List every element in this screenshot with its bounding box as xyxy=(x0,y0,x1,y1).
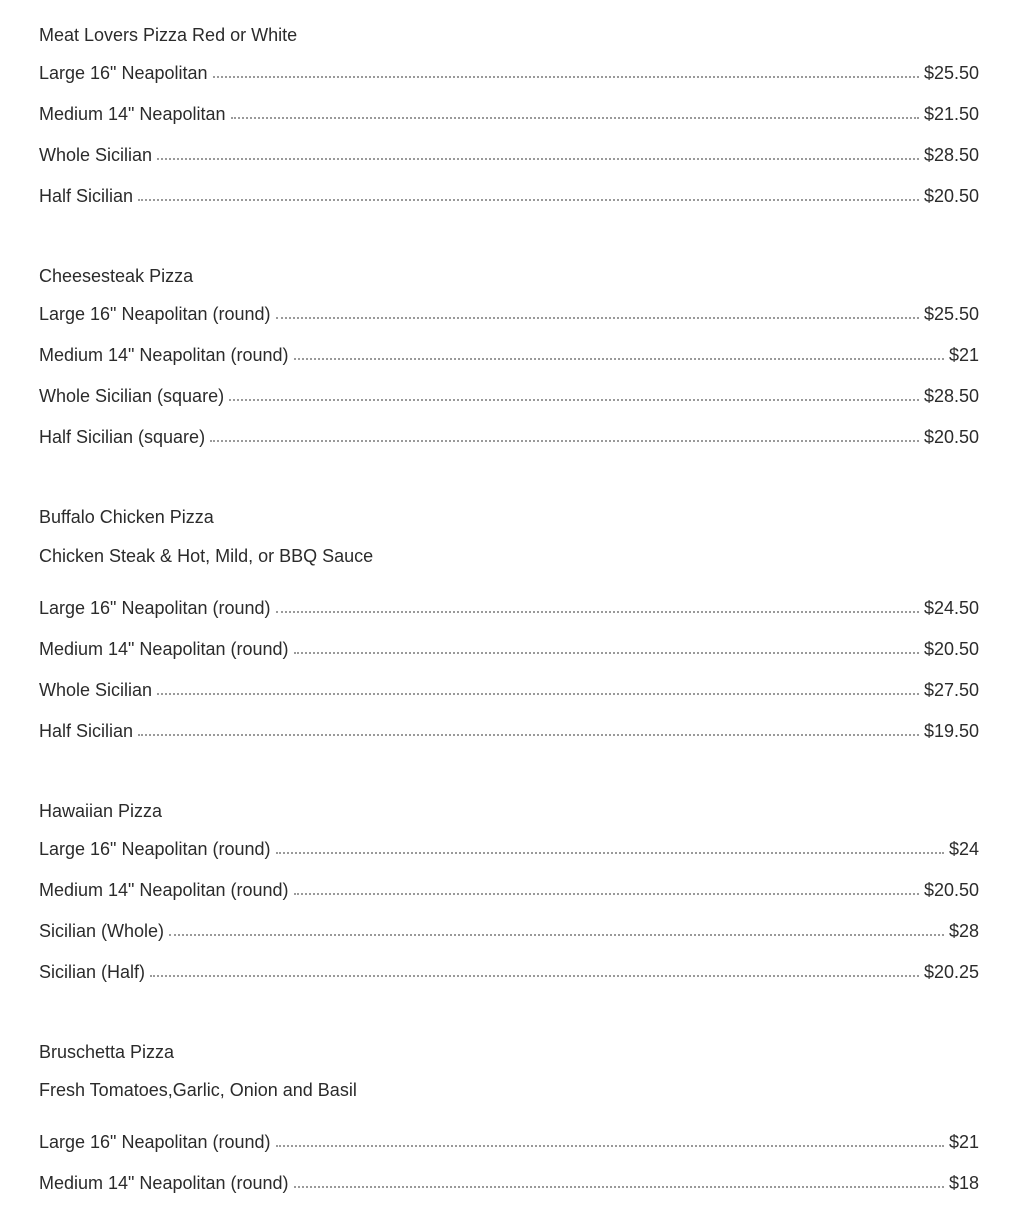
item-name: Whole Sicilian (square) xyxy=(39,386,225,406)
menu-item xyxy=(39,426,979,448)
section-description: Chicken Steak & Hot, Mild, or BBQ Sauce xyxy=(39,546,374,566)
dot-leader xyxy=(294,652,919,654)
menu-item xyxy=(39,638,979,660)
item-name: Medium 14" Neapolitan (round) xyxy=(39,1173,289,1193)
section-title: Cheesesteak Pizza xyxy=(39,266,194,286)
item-name: Medium 14" Neapolitan (round) xyxy=(39,880,289,900)
item-name: Large 16" Neapolitan (round) xyxy=(39,598,271,618)
item-price: $27.50 xyxy=(923,680,979,700)
section-title: Meat Lovers Pizza Red or White xyxy=(39,25,298,45)
item-name: Half Sicilian xyxy=(39,186,134,206)
menu-section-meat-lovers xyxy=(39,24,979,207)
dot-leader xyxy=(294,893,919,895)
dot-leader xyxy=(138,199,919,201)
menu-item xyxy=(39,720,979,742)
menu-item xyxy=(39,344,979,366)
item-price: $24 xyxy=(948,839,979,859)
menu-item xyxy=(39,385,979,407)
dot-leader xyxy=(210,440,919,442)
item-name: Whole Sicilian xyxy=(39,680,153,700)
menu-item xyxy=(39,185,979,207)
item-price: $19.50 xyxy=(923,721,979,741)
item-name: Medium 14" Neapolitan (round) xyxy=(39,345,289,365)
dot-leader xyxy=(150,975,919,977)
item-price: $20.50 xyxy=(923,639,979,659)
dot-leader xyxy=(157,158,919,160)
dot-leader xyxy=(169,934,944,936)
menu-item xyxy=(39,103,979,125)
section-title: Bruschetta Pizza xyxy=(39,1042,175,1062)
item-name: Half Sicilian (square) xyxy=(39,427,206,447)
item-name: Large 16" Neapolitan (round) xyxy=(39,304,271,324)
menu-item xyxy=(39,961,979,983)
section-title: Buffalo Chicken Pizza xyxy=(39,507,214,527)
menu-list xyxy=(39,0,979,1194)
menu-item xyxy=(39,1172,979,1194)
menu-item xyxy=(39,62,979,84)
section-title: Hawaiian Pizza xyxy=(39,801,163,821)
item-price: $28.50 xyxy=(923,145,979,165)
item-name: Large 16" Neapolitan xyxy=(39,63,208,83)
menu-item xyxy=(39,838,979,860)
item-name: Large 16" Neapolitan (round) xyxy=(39,839,271,859)
item-price: $20.25 xyxy=(923,962,979,982)
item-price: $20.50 xyxy=(923,186,979,206)
dot-leader xyxy=(229,399,919,401)
menu-section-bruschetta xyxy=(39,1041,979,1194)
dot-leader xyxy=(276,1145,944,1147)
menu-item xyxy=(39,597,979,619)
dot-leader xyxy=(138,734,919,736)
item-price: $18 xyxy=(948,1173,979,1193)
item-price: $25.50 xyxy=(923,63,979,83)
dot-leader xyxy=(294,358,944,360)
item-price: $24.50 xyxy=(923,598,979,618)
item-name: Medium 14" Neapolitan (round) xyxy=(39,639,289,659)
item-name: Large 16" Neapolitan (round) xyxy=(39,1132,271,1152)
menu-item xyxy=(39,303,979,325)
item-name: Sicilian (Whole) xyxy=(39,921,165,941)
dot-leader xyxy=(157,693,919,695)
item-name: Medium 14" Neapolitan xyxy=(39,104,226,124)
menu-item xyxy=(39,679,979,701)
menu-section-cheesesteak xyxy=(39,265,979,448)
item-price: $21.50 xyxy=(923,104,979,124)
item-price: $28 xyxy=(948,921,979,941)
dot-leader xyxy=(276,852,944,854)
menu-section-buffalo-chicken xyxy=(39,506,979,742)
dot-leader xyxy=(294,1186,944,1188)
item-price: $20.50 xyxy=(923,427,979,447)
menu-item xyxy=(39,144,979,166)
menu-item xyxy=(39,1131,979,1153)
item-name: Half Sicilian xyxy=(39,721,134,741)
item-price: $28.50 xyxy=(923,386,979,406)
menu-section-hawaiian xyxy=(39,800,979,983)
item-price: $21 xyxy=(948,345,979,365)
dot-leader xyxy=(276,317,919,319)
menu-item xyxy=(39,879,979,901)
section-description: Fresh Tomatoes,Garlic, Onion and Basil xyxy=(39,1080,357,1100)
item-price: $21 xyxy=(948,1132,979,1152)
dot-leader xyxy=(231,117,919,119)
item-name: Whole Sicilian xyxy=(39,145,153,165)
item-name: Sicilian (Half) xyxy=(39,962,146,982)
dot-leader xyxy=(213,76,919,78)
menu-item xyxy=(39,920,979,942)
item-price: $25.50 xyxy=(923,304,979,324)
dot-leader xyxy=(276,611,919,613)
item-price: $20.50 xyxy=(923,880,979,900)
